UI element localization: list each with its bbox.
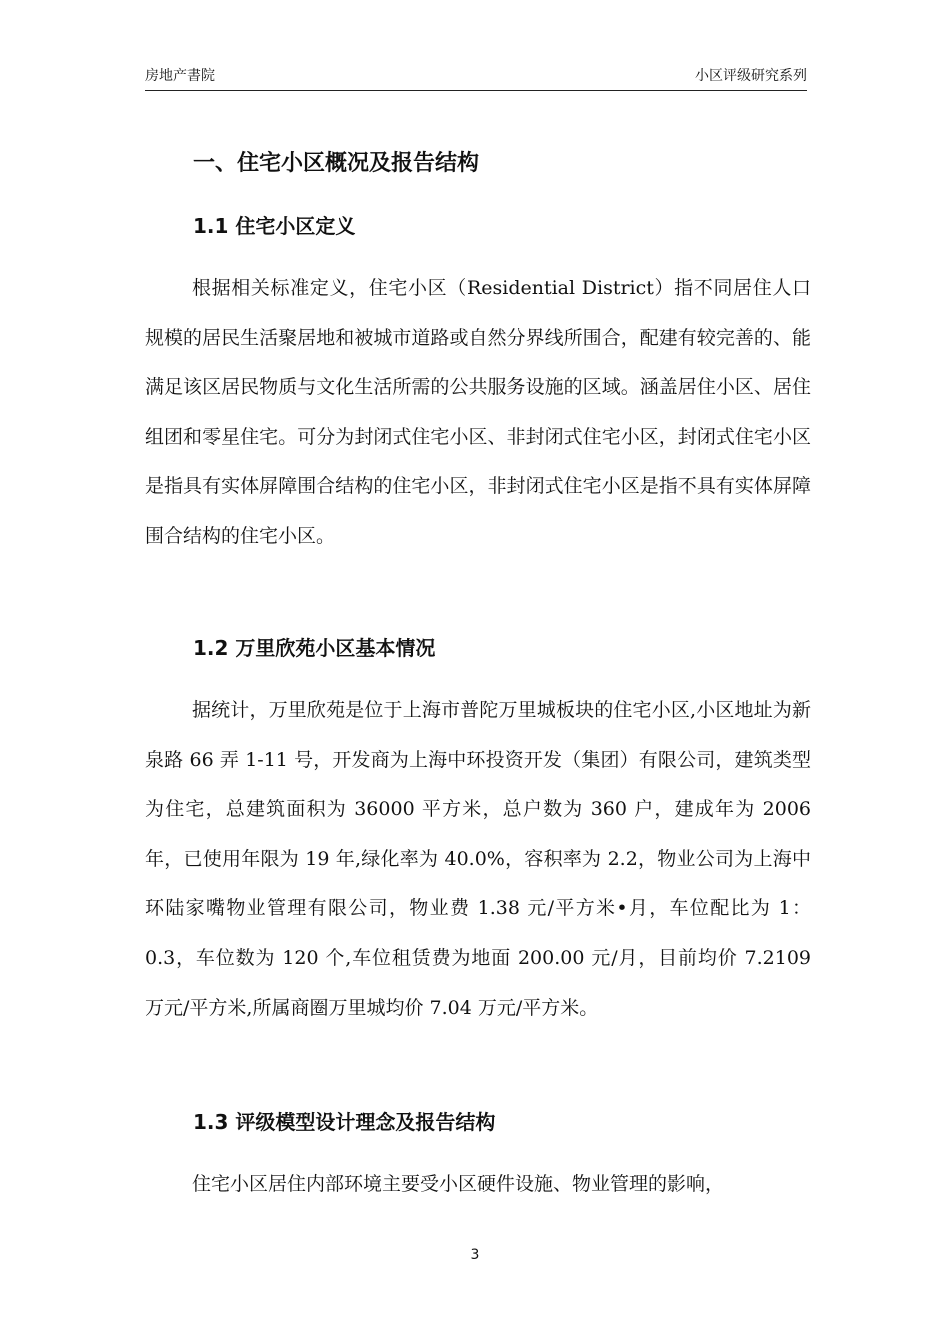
header-series: 小区评级研究系列 [695, 68, 807, 84]
subsection-heading-1-2: 1.2 万里欣苑小区基本情况 [193, 636, 436, 660]
paragraph-definition: 根据相关标准定义，住宅小区（Residential District）指不同居住人口规模的居民生活聚居地和被城市道路或自然分界线所围合，配建有较完善的、能满足该区居民物质与文化生活所需的公共服务设施的区域。涵盖居住小区、居住组团和零星住宅。可分为封闭式住宅小区、非封闭式住宅小区，封闭式住宅小区是指具有实体屏障围合结构的住宅小区，非封闭式住宅小区是指不具有实体屏障围合结构的住宅小区。 [145, 277, 811, 547]
paragraph-model-design: 住宅小区居住内部环境主要受小区硬件设施、物业管理的影响， [192, 1173, 725, 1195]
subsection-heading-1-1: 1.1 住宅小区定义 [193, 214, 356, 238]
page-number: 3 [470, 1247, 480, 1263]
subsection-heading-1-3: 1.3 评级模型设计理念及报告结构 [193, 1110, 496, 1134]
section-heading: 一、住宅小区概况及报告结构 [193, 151, 480, 176]
paragraph-community-info: 据统计，万里欣苑是位于上海市普陀万里城板块的住宅小区,小区地址为新泉路 66 弄 1-11 号，开发商为上海中环投资开发（集团）有限公司，建筑类型为住宅，总建筑面积为 36000 平方米，总户数为 360 户，建成年为 2006 年，已使用年限为 19 年,绿化率为 40.0%，容积率为 2.2，物业公司为上海中环陆家嘴物业管理有限公司，物业费 1.38 元/平方米•月，车位配比为 1：0.3，车位数为 120 个,车位租赁费为地面 200.00 元/月，目前均价 7.2109 万元/平方米,所属商圈万里城均价 7.04 万元/平方米。 [145, 699, 811, 1019]
page-header [145, 66, 807, 91]
header-publisher: 房地产書院 [145, 68, 215, 84]
